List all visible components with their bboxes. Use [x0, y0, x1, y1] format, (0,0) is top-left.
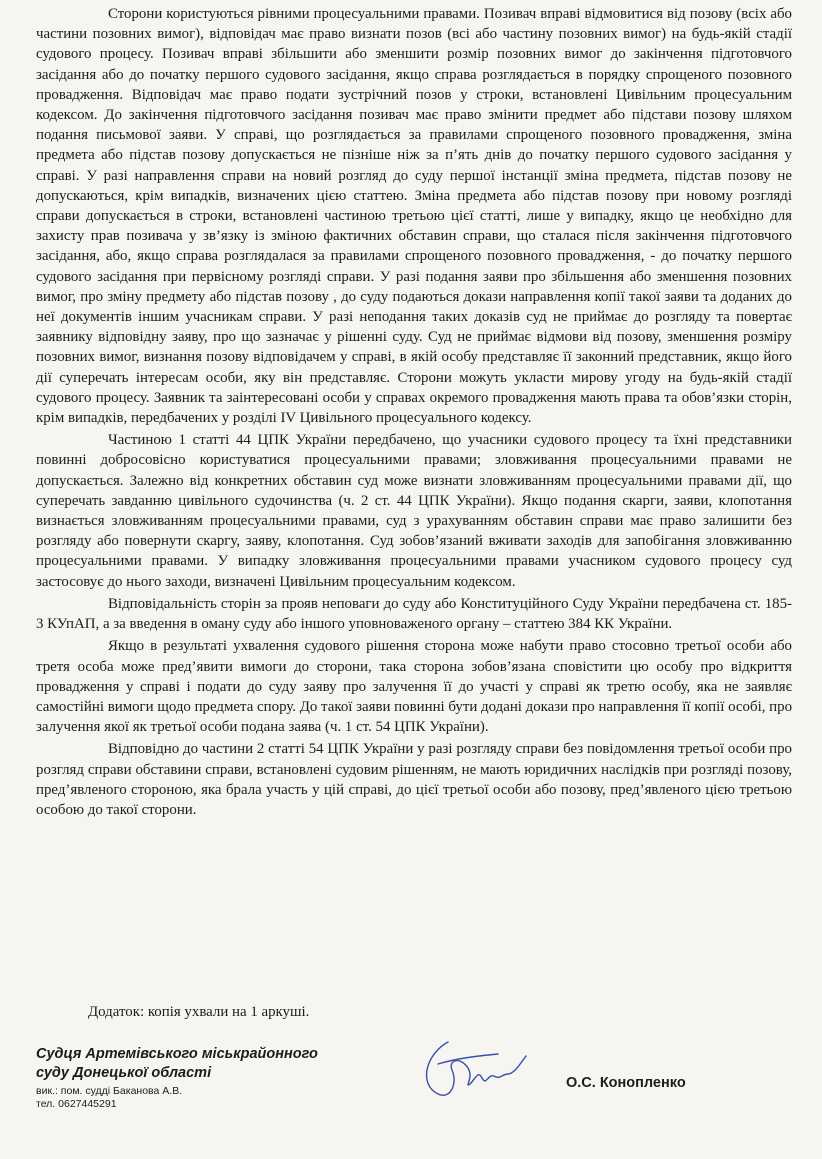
judge-title-line1: Судця Артемівського міськрайонного: [36, 1046, 318, 1062]
annex-note: Додаток: копія ухвали на 1 аркуші.: [88, 1004, 310, 1020]
paragraph-abuse-of-rights: Частиною 1 статті 44 ЦПК України передбачено, що учасники судового процесу та їхні представники повинні добросовісно користуватися процесуальними правами; зловживання процесуальними правами не допускається. Залежно від конкретних обставин суд може визнати зловживанням процесуальними правами дії, що суперечать завданню цивільного судочинства (ч. 2 ст. 44 ЦПК України). Якщо подання скарги, заяви, клопотання визнається зловживанням процесуальними правами, суд з урахуванням обставин справи має право залишити без розгляду або повернути скаргу, заяву, клопотання. Суд зобов’язаний вживати заходів для запобігання зловживанню процесуальними правами. У випадку зловживання процесуальними правами учасником судового процесу суд застосовує до нього заходи, визначені Цивільним процесуальним кодексом.: [36, 432, 792, 590]
paragraph-third-party: Якщо в результаті ухвалення судового рішення сторона може набути право стосовно третьої особи або третя особа може пред’явити вимоги до сторони, така сторона зобов’язана сповістити цю особу про відкриття провадження у справі і подати до суду заяву про залучення її до участі у справі як третю особу, яка не заявляє самостійні вимоги щодо предмета спору. До такої заяви повинні бути додані докази про направлення її копії особі, про залучення якої як третьої особи подана заява (ч. 1 ст. 54 ЦПК України).: [36, 638, 793, 736]
handwritten-signature: [408, 1034, 538, 1102]
paragraph-third-party-consequences: Відповідно до частини 2 статті 54 ЦПК України у разі розгляду справи без повідомлення третьої особи про розгляд справи обставини справи, встановлені судовим рішенням, не мають юридичних наслідків при розгляді позову, пред’явленого стороною, яка брала участь у цій справі, до цієї третьої особи або позову, пред’явленого цією третьою особою до такої сторони.: [36, 741, 792, 818]
judge-title-line2: суду Донецької області: [36, 1065, 212, 1081]
executor-line: вик.: пом. судді Баканова А.В.: [36, 1085, 183, 1097]
paragraph-liability: Відповідальність сторін за прояв неповаги до суду або Конституційного Суду України передбачена ст. 185-3 КУпАП, а за введення в оману суду або іншого уповноваженого органу – статтею 384 КК України.: [36, 595, 792, 633]
paragraph-parties-rights: Сторони користуються рівними процесуальними правами. Позивач вправі відмовитися від позову (всіх або частини позовних вимог), відповідач має право визнати позов (всі або частину позовних вимог) на будь-якій стадії судового процесу. Позивач вправі збільшити або зменшити розмір позовних вимог до закінчення підготовчого засідання або до початку першого судового засідання, якщо справа розглядається в порядку спрощеного позовного провадження. Відповідач має право подати зустрічний позов у строки, встановлені Цивільним процесуальним кодексом. До закінчення підготовчого засідання позивач має право змінити предмет або підстави позову шляхом подання письмової заяви. У справі, що розглядається за правилами спрощеного позовного провадження, зміна предмета або підстав позову допускається не пізніше ніж за п’ять днів до початку першого судового засідання у справі. У разі направлення справи на новий розгляд до суду першої інстанції зміна предмета, підстав позову не допускаються, крім випадків, визначених цією статтею. Зміна предмета або підстав позову при новому розгляді справи допускається в строки, встановлені частиною третьою цієї статті, лише у випадку, якщо це необхідно для захисту прав позивача у зв’язку із зміною фактичних обставин справи, що сталася після закінчення підготовчого засідання, або, якщо справа розглядалася за правилами спрощеного позовного провадження, - до початку першого судового засідання при первісному розгляді справи. У разі подання заяви про збільшення або зменшення позовних вимог, про зміну предмету або підстав позову , до суду подаються докази направлення копії такої заяви та доданих до неї документів іншим учасникам справи. У разі неподання таких доказів суд не приймає до розгляду та повертає заявнику відповідну заяву, про що зазначає у рішенні суду. Суд не приймає відмови від позову, зменшення розміру позовних вимог, визнання позову відповідачем у справі, в якій особу представляє її законний представник, якщо його дії суперечать інтересам особи, яку він представляє. Сторони можуть укласти мирову угоду на будь-якій стадії судового процесу. Заявник та заінтересовані особи у справах окремого провадження мають права та обов’язки сторін, крім випадків, передбачених у розділі IV Цивільного процесуального кодексу.: [36, 6, 792, 427]
signature-block: [36, 1045, 436, 1111]
signer-name: О.С. Конопленко: [566, 1075, 686, 1091]
phone-line: тел. 0627445291: [36, 1098, 117, 1110]
document-page: [36, 4, 792, 1154]
